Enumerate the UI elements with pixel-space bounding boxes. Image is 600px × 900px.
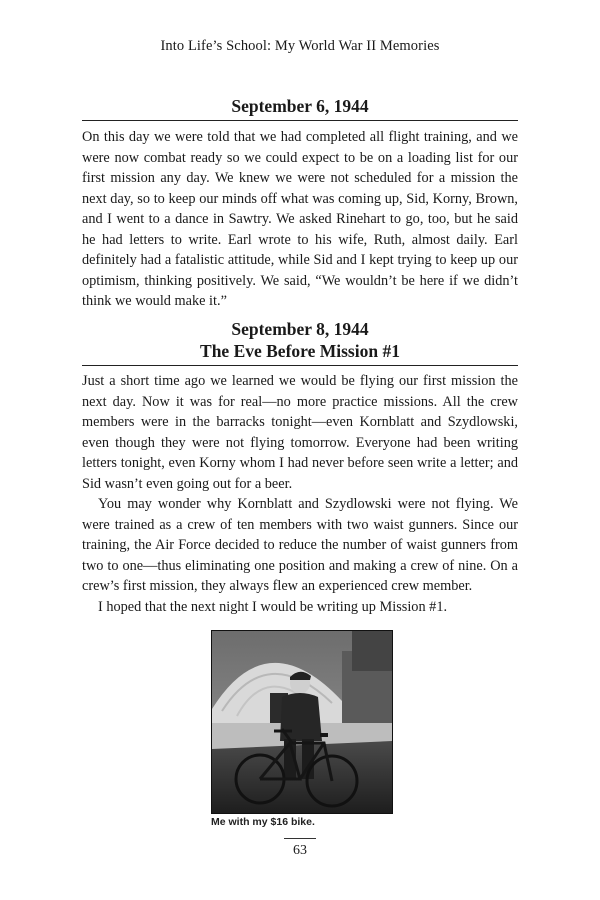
folio-rule — [284, 838, 316, 839]
paragraph: I hoped that the next night I would be writing up Mission #1. — [98, 598, 448, 615]
heading-line-subtitle: The Eve Before Mission #1 — [200, 341, 400, 361]
heading-line: September 6, 1944 — [231, 96, 369, 116]
paragraph: You may wonder why Kornblatt and Szydlowski were not flying. We were trained as a crew of ten members with two waist gunners. Since our training, the Air Force decided to reduce the number of waist gunners from two to one—thus eliminating one position and making a crew of nine. On a crew’s first mission, they always flew an experienced crew member. — [82, 496, 518, 594]
paragraph: Just a short time ago we learned we would be flying our first mission the next day. Now it was for real—no more practice missions. All the crew members were in the barracks tonight—even Kornblatt and Szydlowski, even though they were not flying tomorrow. Everyone had been writing letters tonight, even Korny whom I had never before seen write a letter; and Sid wasn’t even going out for a beer. — [82, 373, 518, 492]
photo-man-with-bike — [211, 630, 393, 814]
running-head: Into Life’s School: My World War II Memories — [160, 38, 440, 54]
section-body-sept-8 — [82, 371, 518, 617]
paragraph: On this day we were told that we had completed all flight training, and we were now combat ready so we could expect to be on a loading list for our first mission any day. We knew we were not scheduled for a mission the next day, so to keep our minds off what was coming up, Sid, Korny, Brown, and I went to a dance in Sawtry. We asked Rinehart to go, too, but he said he had letters to write. Earl wrote to his wife, Ruth, almost daily. Earl definitely had a fatalistic attitude, while Sid and I kept trying to keep up our optimism, thinking positively. We said, “We wouldn’t be here if we didn’t think we would make it.” — [82, 129, 518, 309]
photo-illustration — [212, 631, 392, 813]
section-heading-sept-6 — [82, 95, 518, 121]
page-number: 63 — [293, 843, 307, 858]
heading-line-date: September 8, 1944 — [231, 319, 369, 339]
section-body-sept-6 — [82, 127, 518, 312]
section-heading-sept-8 — [82, 318, 518, 366]
photo-caption: Me with my $16 bike. — [211, 816, 315, 828]
